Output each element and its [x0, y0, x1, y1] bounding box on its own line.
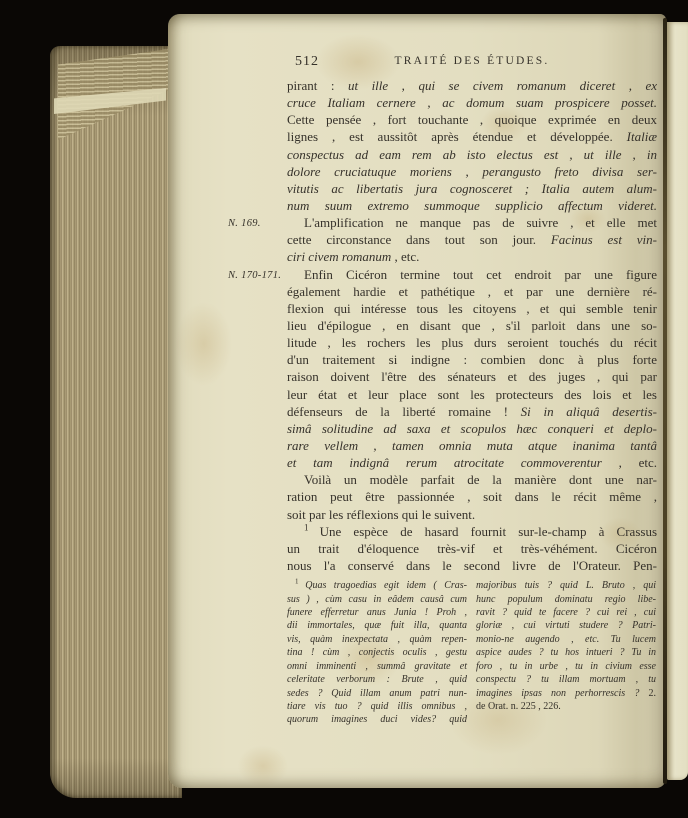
book-page	[168, 14, 666, 788]
footnote-line: vis, quàm inexpectata , quàm repen-	[287, 633, 467, 645]
footnote-line: dii immortales, quæ fuit illa, quanta	[287, 620, 467, 632]
running-header	[287, 52, 657, 72]
body-line: litude , les rochers les plus durs seroient touchés du récit	[287, 335, 657, 351]
body-line: flexion qui intéresse tous les citoyens , et qui semble tenir	[287, 300, 657, 316]
footnote-line: tiare vis tuo ? quid illis omnibus ,	[287, 701, 467, 713]
body-line: lignes , est aussitôt après étendue et développée. Italiæ	[287, 129, 657, 145]
footnote-left-column	[287, 579, 467, 727]
body-line: nous l'a conservé dans le second livre de l'Orateur. Pen-	[287, 557, 657, 573]
footnotes	[287, 579, 657, 727]
body-line: N. 169. L'amplification ne manque pas de suivre , et elle met	[287, 214, 657, 231]
footnote-line: gloriæ , cui virtuti studere ? Patri-	[476, 620, 656, 632]
body-line: lieu d'épilogue , en disant que , s'il parloit dans une so-	[287, 317, 657, 333]
body-line: d'un traitement si indigne : combien donc à plus forte	[287, 352, 657, 368]
footnote-line: quorum imagines duci vides? quid	[287, 714, 467, 726]
footnote-line: hunc populum dominatu regio libe-	[476, 593, 656, 605]
body-line: défenseurs de la liberté romaine ! Si in aliquâ desertis-	[287, 403, 657, 419]
body-line: et tam indignâ rerum atrocitate commoverentur , etc.	[287, 455, 658, 471]
body-line: cette circonstance dans tout son jour. Facinus est vin-	[287, 232, 657, 248]
footnote-line: aspice audes ? tu hos intueri ? Tu in	[476, 647, 656, 659]
margin-note: N. 169.	[228, 218, 261, 230]
footnote-line: celeritate verborum : Brute , quid	[287, 674, 467, 686]
margin-note: N. 170-171.	[228, 269, 282, 281]
body-line: $^1$ Une espèce de hasard fournit sur-le-champ à Crassus	[304, 522, 657, 539]
body-line: raison doivent l'être des sénateurs et des juges , qui par	[287, 369, 657, 385]
footnote-line: sedes ? Quid illam anum patri nun-	[287, 687, 467, 699]
text-block	[228, 52, 658, 727]
body-line: dolore cruciatuque moriens , perangusto freto divisa ser-	[287, 163, 657, 179]
page-number: 512	[295, 54, 319, 69]
body-line: N. 170-171. Enfin Cicéron termine tout cet endroit par une figure	[287, 266, 657, 283]
book-fore-edge	[50, 46, 182, 798]
body-line: vitutis ac libertatis jura cognosceret ; Italia autem alum-	[287, 180, 657, 196]
body-line: cruce Italiam cernere , ac domum suam prospicere posset.	[287, 95, 657, 111]
footnote-line: $^1$ Quas tragoedias egit idem ( Cras-	[295, 577, 467, 592]
body-line: un trait d'éloquence très-vif et très-véhément. Cicéron	[287, 540, 657, 556]
running-title: TRAITÉ DES ÉTUDES.	[394, 55, 550, 67]
body-line: également hardie et pathétique , et par une dernière ré-	[287, 283, 657, 299]
facing-page-edge	[667, 22, 688, 780]
footnote-line: conspectu ? tu illam mortuam , tu	[476, 674, 656, 686]
footnote-line: imagines ipsas non perhorrescis ? 2.	[476, 687, 656, 699]
footnote-right-column	[476, 579, 656, 727]
body-line: ration peut être passionnée , soit dans le récit même ,	[287, 489, 657, 505]
body-line: pirant : ut ille , qui se civem romanum diceret , ex	[287, 78, 657, 93]
footnote-line: monio-ne augendo , etc. Tu lucem	[476, 633, 656, 645]
footnote-line: foro , tu in urbe , tu in civium esse	[476, 660, 656, 672]
body-line: Cette pensée , fort touchante , quoique exprimée en deux	[287, 112, 657, 128]
footnote-line: funere efferretur anus Junia ! Proh ,	[287, 606, 467, 618]
footnote-line: tina ! cùm , conjectis oculis , gestu	[287, 647, 467, 659]
footnote-line: de Orat. n. 225 , 226.	[476, 701, 561, 713]
footnote-line: majoribus tuis ? quid L. Bruto , qui	[476, 580, 656, 592]
footnote-line: omni imminenti , summâ gravitate et	[287, 660, 467, 672]
body-line: soit par les réflexions qui le suivent.	[287, 506, 476, 522]
body-line: rare vellem , tamen omnia muta atque inanima tantâ	[287, 437, 657, 453]
body-line: leur état et leur place sont les protecteurs des lois et les	[287, 386, 657, 402]
body-line: Voilà un modèle parfait de la manière dont une nar-	[304, 472, 657, 488]
body-line: simâ solitudine ad saxa et scopulos hæc conqueri et deplo-	[287, 420, 657, 436]
body-line: num suum extremo summoque supplicio affectum videret.	[287, 197, 657, 213]
footnote-line: ravit ? quid te facere ? cui rei , cui	[476, 606, 656, 618]
body-line: conspectus ad eam rem ab isto electus est , ut ille , in	[287, 146, 657, 162]
body-text	[228, 77, 658, 574]
footnote-line: sus ) , cùm casu in eâdem causâ cum	[287, 593, 467, 605]
body-line: ciri civem romanum , etc.	[287, 249, 420, 265]
